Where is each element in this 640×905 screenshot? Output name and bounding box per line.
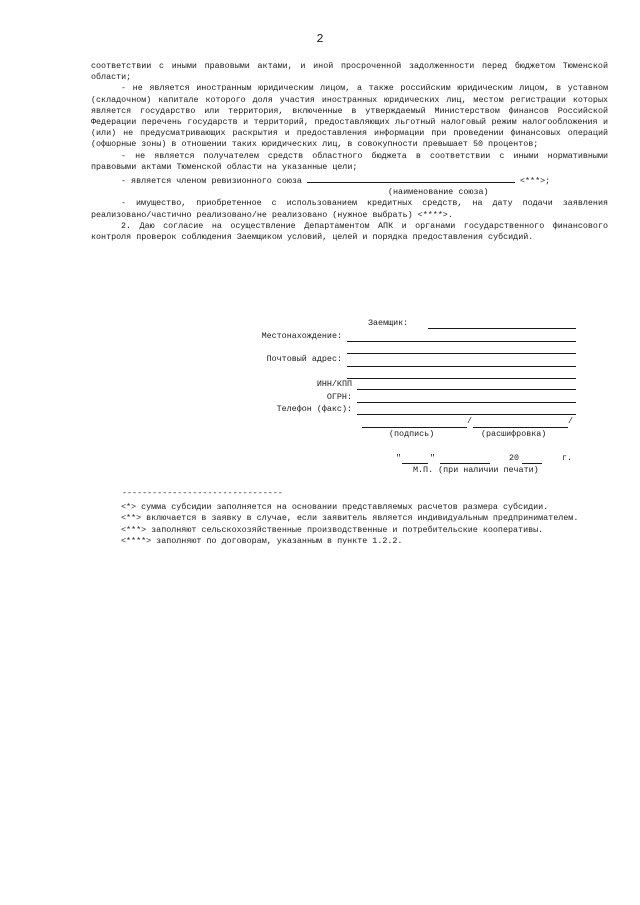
date-quote-open: " [396,453,402,463]
postal-address-label: Почтовый адрес: [266,354,342,364]
location-label: Местонахождение: [261,331,342,341]
signature-caption: (подпись) [389,429,435,439]
borrower-field[interactable] [428,328,576,329]
stamp-caption: М.П. (при наличии печати) [413,465,539,475]
phone-fax-label: Телефон (факс): [276,404,352,414]
page-number: 2 [316,32,324,46]
paragraph-continuation: соответствии с иными правовыми актами, и иной просроченной задолженности перед бюджетом Тюменской области; [91,61,608,83]
paragraph-consent: 2. Даю согласие на осуществление Департаментом АПК и органами государственного финансового контроля проверок соблюдения Заемщиком условий, целей и порядка предоставления субсидий. [91,220,608,243]
audit-union-name-field[interactable] [307,173,515,183]
paragraph-property-status: - имущество, приобретенное с использованием кредитных средств, на дату подачи заявления реализовано/частично реализовано/не реализовано (нужное выбрать) <****>. [91,198,608,220]
signature-field[interactable] [362,427,467,428]
date-quote-close: " [430,453,436,463]
footnote-3: <***> заполняют сельскохозяйственные производственные и потребительские кооперативы. [121,524,544,535]
ogrn-field[interactable] [357,402,576,403]
signature-slash-2: / [568,416,574,426]
paragraph-not-budget-recipient: - не является получателем средств областного бюджета в соответствии с иными нормативными правовыми актами Тюменской области на указанные цели; [91,150,608,172]
audit-union-caption: (наименование союза) [388,187,489,198]
footnote-1: <*> сумма субсидии заполняется на основании представляемых расчетов размера субсидии. [121,502,549,513]
footnote-4: <****> заполняют по договорам, указанным в пункте 1.2.2. [121,535,403,546]
phone-fax-field[interactable] [357,414,576,415]
date-year-prefix: 20 [509,453,520,463]
footnote-2: <**> включается в заявку в случае, если заявитель является индивидуальным предпринимателем. [121,513,579,524]
borrower-label: Заемщик: [368,318,409,328]
footnotes [91,488,608,547]
inn-kpp-label: ИНН/КПП [316,379,352,389]
audit-union-text: - является членом ревизионного союза [121,176,302,187]
decoding-caption: (расшифровка) [481,429,547,439]
postal-address-field-1[interactable] [347,366,576,367]
location-field-2[interactable] [347,353,576,354]
signature-decoding-field[interactable] [473,427,568,428]
date-month-field[interactable] [440,463,490,464]
ogrn-label: ОГРН: [326,392,352,402]
postal-address-field-2[interactable] [347,378,576,379]
location-field-1[interactable] [347,341,576,342]
date-year-suffix: г. [562,453,573,463]
paragraph-audit-union [91,173,608,187]
body-text [91,61,608,243]
date-day-field[interactable] [402,463,428,464]
paragraph-not-foreign-entity: - не является иностранным юридическим лицом, а также российским юридическим лицом, в уставном (складочном) капитале которого доля участия иностранных юридических лиц, местом регистрации которых является государство или территория, включенные в утверждаемый Министерством финансов Российской Федерации перечень государств и территорий, предоставляющих льготный налоговый режим налогообложения и (или) не предусматривающих раскрытия и предоставления информации при проведении финансовых операций (офшорные зоны) в отношении таких юридических лиц, в совокупности превышает 50 процентов; [91,83,608,150]
footnote-separator: -------------------------------- [122,488,283,498]
date-year-field[interactable] [522,463,542,464]
inn-kpp-field[interactable] [357,389,576,390]
audit-union-footnote-mark: <***>; [520,176,551,187]
signature-slash-1: / [467,416,473,426]
